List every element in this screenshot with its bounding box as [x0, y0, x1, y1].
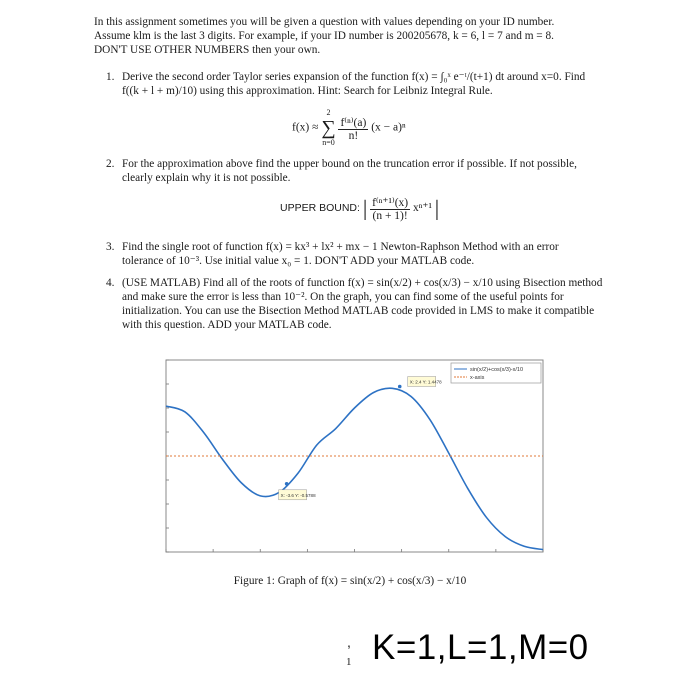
question-2-line-1: For the approximation above find the upper bound on the truncation error if possible. If not possible,	[122, 158, 577, 170]
sigma-icon: ∑	[321, 117, 336, 139]
taylor-formula	[292, 108, 406, 148]
handwritten-comma: ,	[347, 634, 351, 650]
annotation-label: X: -3.6 Y: -0.5788	[280, 492, 316, 498]
taylor-rhs: (x − a)ⁿ	[371, 121, 406, 134]
bound-denominator: (n + 1)!	[372, 210, 408, 222]
question-3-number: 3.	[106, 241, 115, 253]
question-2-line-2: clearly explain why it is not possible.	[122, 172, 291, 184]
intro-line-1: In this assignment sometimes you will be given a question with values depending on your ID number.	[94, 16, 555, 28]
sum-symbol	[321, 108, 335, 148]
question-4-number: 4.	[106, 277, 115, 289]
question-4-line-2: and make sure the error is less than 10⁻². On the graph, you can find some of the useful points for	[122, 291, 564, 303]
taylor-lhs: f(x) ≈	[292, 121, 319, 134]
taylor-numerator: f⁽ⁿ⁾(a)	[340, 116, 367, 129]
bound-numerator: f⁽ⁿ⁺¹⁾(x)	[372, 197, 409, 209]
question-1-number: 1.	[106, 71, 115, 83]
figure-caption: Figure 1: Graph of f(x) = sin(x/2) + cos(x/3) − x/10	[233, 575, 467, 587]
annotation-label: X: 2.4 Y: 1.4478	[409, 379, 442, 385]
question-3-line-1: Find the single root of function f(x) = kx³ + lx² + mx − 1 Newton-Raphson Method with an error	[122, 241, 559, 253]
function-graph	[148, 355, 553, 560]
taylor-fraction	[338, 115, 368, 142]
intro-paragraph	[94, 15, 614, 57]
question-2-number: 2.	[106, 158, 115, 170]
bound-fraction	[370, 195, 410, 222]
bound-rhs: xⁿ⁺¹	[413, 202, 432, 215]
question-4-line-4: with this question. ADD your MATLAB code.	[122, 319, 332, 331]
question-4-line-1: (USE MATLAB) Find all of the roots of function f(x) = sin(x/2) + cos(x/3) − x/10 using Bisection method	[122, 277, 603, 289]
legend-label: x-axis	[470, 375, 485, 381]
annotation-point	[285, 482, 289, 486]
abs-left-bar: |	[362, 195, 368, 221]
upper-bound-formula	[280, 195, 439, 222]
handwritten-note: K=1,L=1,M=0	[372, 628, 589, 667]
question-1-line-2: f((k + l + m)/10) using this approximation. Hint: Search for Leibniz Integral Rule.	[122, 85, 493, 97]
sum-lower-limit: n=0	[322, 138, 335, 147]
question-4-line-3: initialization. You can use the Bisection Method MATLAB code provided in LMS to make it compatible	[122, 305, 595, 317]
taylor-denominator: n!	[348, 129, 359, 142]
question-1-line-1: Derive the second order Taylor series expansion of the function f(x) = ∫₀ˣ e⁻ᵗ/(t+1) dt around x=0. Find	[122, 71, 586, 83]
legend-label: sin(x/2)+cos(x/3)-x/10	[470, 367, 524, 373]
intro-line-2: Assume klm is the last 3 digits. For example, if your ID number is 200205678, k = 6, l = 7 and m = 8.	[94, 30, 554, 42]
legend-box	[451, 363, 541, 383]
sum-upper-limit: 2	[326, 108, 331, 117]
graph-svg	[148, 355, 553, 560]
intro-line-3: DON'T USE OTHER NUMBERS then your own.	[94, 44, 321, 56]
page-number: 1	[346, 656, 352, 668]
annotation-point	[398, 385, 402, 389]
upper-bound-label: UPPER BOUND:	[280, 202, 360, 215]
abs-right-bar: |	[434, 195, 440, 221]
question-3-line-2: tolerance of 10⁻³. Use initial value x₀ = 1. DON'T ADD your MATLAB code.	[122, 255, 475, 267]
